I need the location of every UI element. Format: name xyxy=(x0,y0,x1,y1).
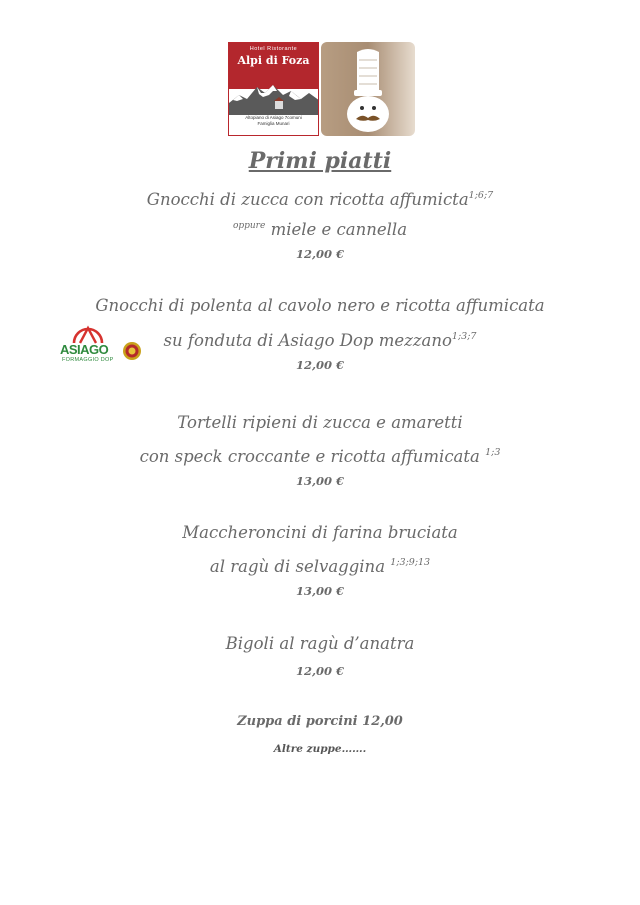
dish-1-variant: $^{oppure}$ miele e cannella xyxy=(232,220,408,239)
dish-5-name: Bigoli al ragù d’anatra xyxy=(225,634,415,653)
hotel-logo-name: Alpi di Foza xyxy=(237,54,310,67)
mountain-icon xyxy=(229,81,319,115)
hotel-logo-footer: Altopiano di Asiago 7comuni Famiglia Munari xyxy=(245,115,302,126)
asiago-dop-logo xyxy=(60,318,144,364)
dish-2-subtitle: su fonduta di Asiago Dop mezzano$^{1;3;7}$ xyxy=(163,331,477,350)
dish-3-subtitle: con speck croccante e ricotta affumicata $^{1;3}$ xyxy=(139,447,501,466)
dish-4-price: 13,00 € xyxy=(295,584,345,598)
dish-4-name: Maccheroncini di farina bruciata xyxy=(182,523,458,542)
dish-2-price: 12,00 € xyxy=(295,358,345,372)
hotel-logo xyxy=(228,42,319,136)
asiago-subtitle: FORMAGGIO DOP xyxy=(62,357,114,363)
dish-4-subtitle: al ragù di selvaggina $^{1;3;9;13}$ xyxy=(209,557,431,576)
dish-1-name: Gnocchi di zucca con ricotta affumicta$^{1;6;7}$ xyxy=(146,190,494,209)
dish-5-price: 12,00 € xyxy=(295,664,345,678)
page-title: Primi piatti xyxy=(248,148,392,174)
asiago-wordmark: ASIAGO xyxy=(60,342,109,357)
dish-3-name: Tortelli ripieni di zucca e amaretti xyxy=(177,413,463,432)
soup-line: Zuppa di porcini 12,00 xyxy=(237,714,403,729)
chef-logo xyxy=(321,42,415,136)
other-soups-line: Altre zuppe……. xyxy=(273,743,367,755)
dish-2-name: Gnocchi di polenta al cavolo nero e ricotta affumicata xyxy=(95,296,545,315)
chef-mascot-icon xyxy=(321,42,415,136)
hotel-logo-subtitle: Hotel Ristorante xyxy=(249,46,298,52)
dish-1-price: 12,00 € xyxy=(295,247,345,261)
dish-3-price: 13,00 € xyxy=(295,474,345,488)
